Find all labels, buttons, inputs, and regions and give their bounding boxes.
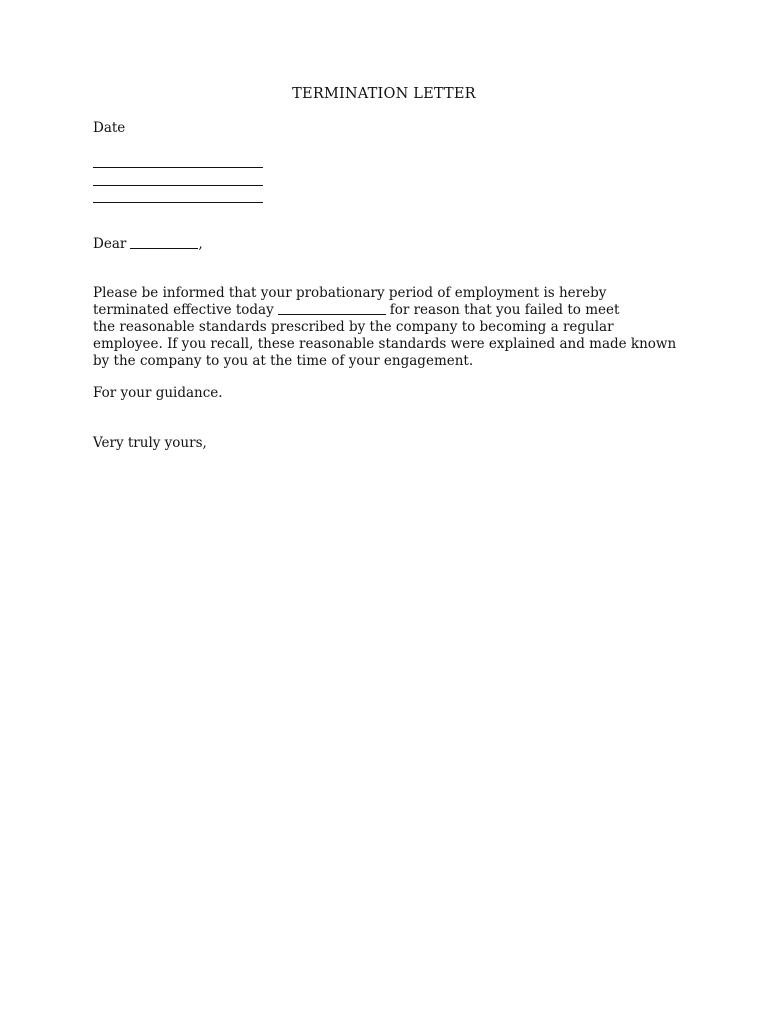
address-blank-line-3 [93,202,263,203]
recipient-name-blank [130,247,198,249]
address-blank-line-1 [93,167,263,168]
salutation-suffix: , [198,236,203,252]
effective-date-blank [278,313,386,315]
closing-line: Very truly yours, [93,435,207,451]
body-line-4: employee. If you recall, these reasonable standards were explained and made known [93,336,677,352]
body-line-2 [93,302,619,319]
guidance-line: For your guidance. [93,385,223,401]
salutation [93,236,203,252]
body-line-1: Please be informed that your probationary period of employment is hereby [93,285,607,301]
body-line-2-start: terminated effective today [93,302,274,318]
address-blank-line-2 [93,185,263,186]
letter-title: TERMINATION LETTER [292,86,476,102]
body-line-2-end: for reason that you failed to meet [389,302,620,318]
body-line-3: the reasonable standards prescribed by the company to becoming a regular [93,319,614,335]
date-label: Date [93,120,126,136]
body-line-5: by the company to you at the time of your engagement. [93,353,474,369]
salutation-prefix: Dear [93,236,127,252]
